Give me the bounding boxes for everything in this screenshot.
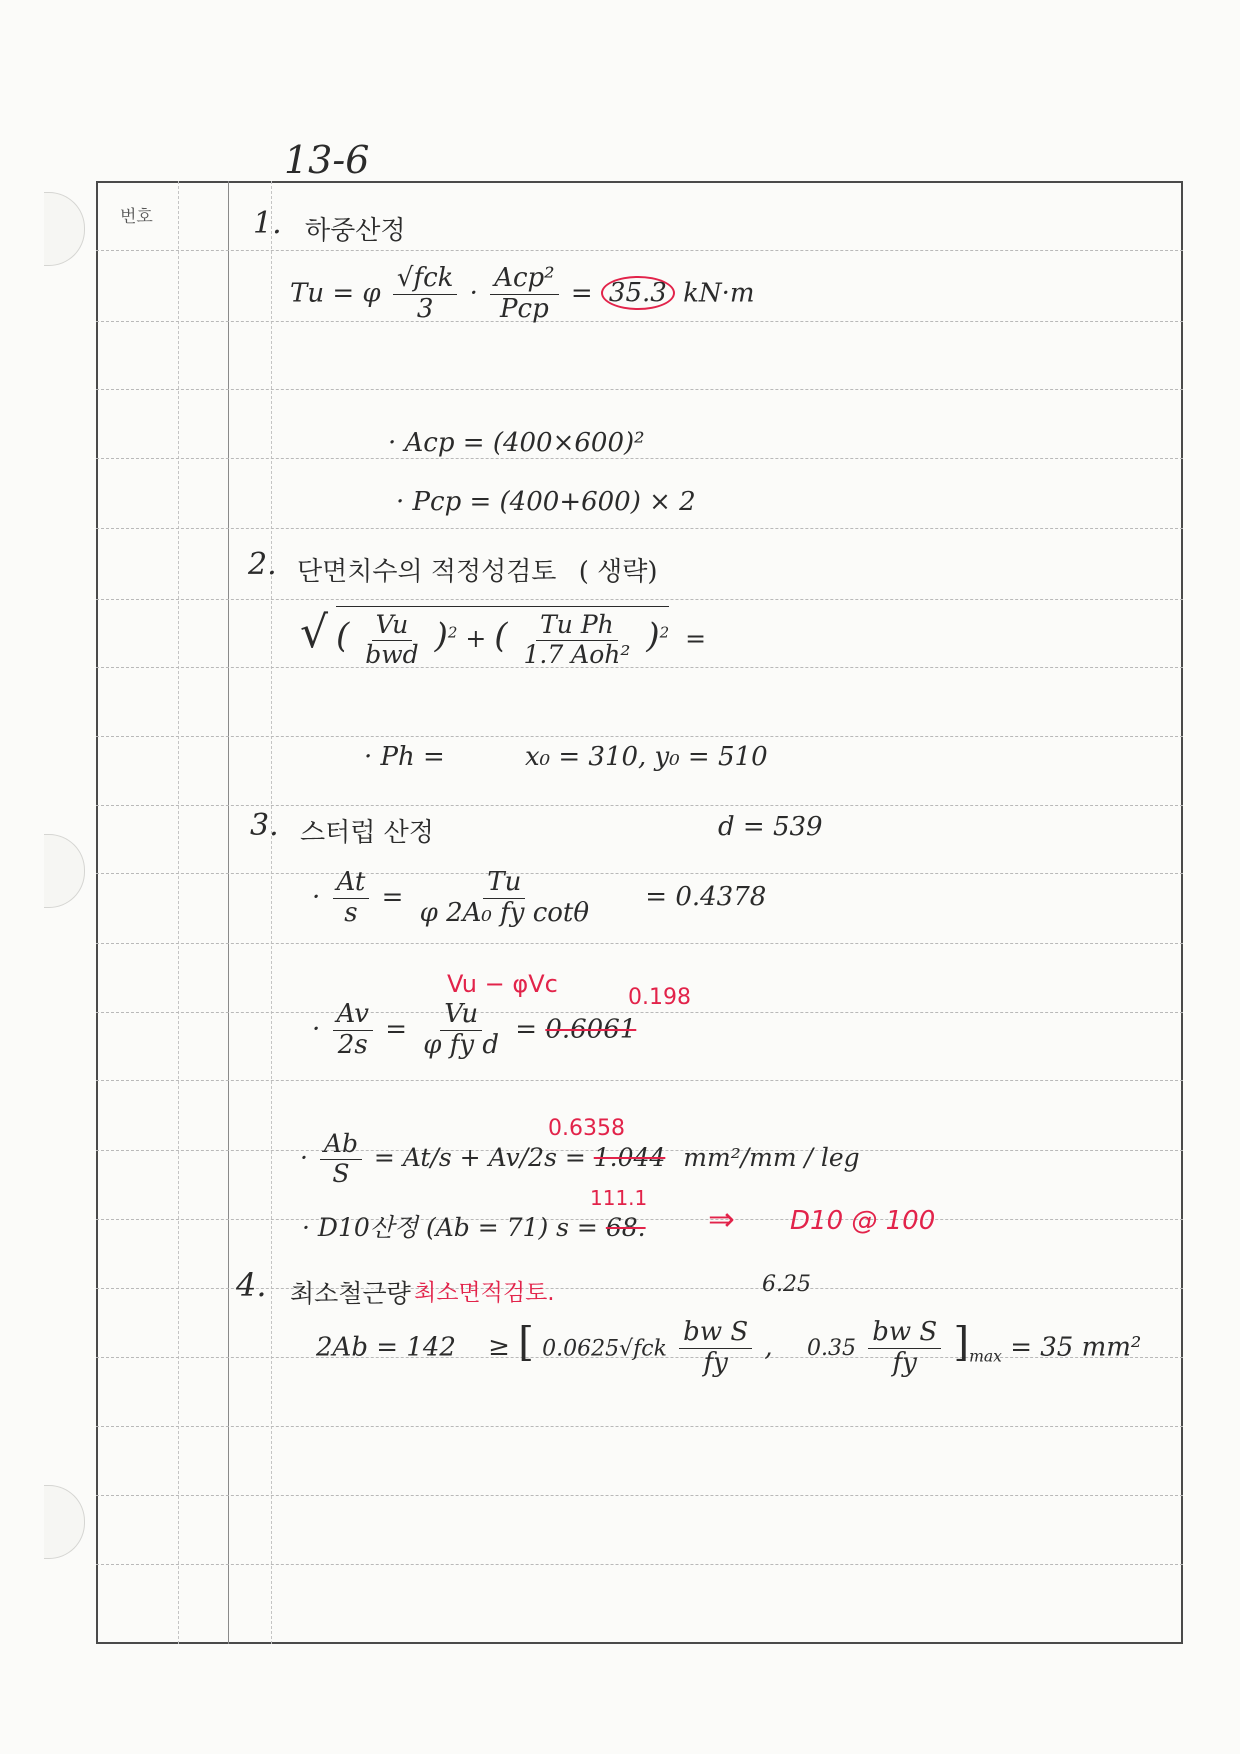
section-number: 4. [236,1266,267,1304]
fraction-ab-s [320,1130,362,1189]
rule [96,1012,1183,1013]
fraction-tu-a0 [416,868,593,929]
pcp-equation: · Pcp = (400+600) × 2 [396,487,696,517]
rule [96,1426,1183,1427]
numerator: Vu [372,611,413,641]
min-rebar-result: = 35 mm² [1010,1332,1142,1363]
rule [96,458,1183,459]
fraction-av-2s [333,1000,373,1061]
av-2s-equation: · $\frac{Av}{2s}$ = $\frac{Vu}{\text{φ fy d}}$ = 0.6061 [312,999,637,1060]
section-number: 1. [253,206,282,241]
term2-coefficient: 0.35 [806,1336,856,1362]
numerator: At [333,868,370,899]
struck-ab-value: 1.044 [593,1142,666,1172]
torsion-equation: Tu = φ $\frac{\text{√fck}}{3}$ · $\frac{\text{Acp²}}{\text{Pcp}}$ = 35.3 kN·m [290,263,755,324]
denominator: φ 2A₀ fy cotθ [419,897,590,928]
numerator: Tu Ph [536,611,618,641]
column-rule-2 [228,181,229,1644]
numerator: bw S [868,1318,941,1349]
rule [96,1495,1183,1496]
struck-av-value: 0.6061 [545,1014,637,1045]
column-rule-3 [271,181,272,1644]
numerator: Tu [483,868,525,899]
acp-equation: · Acp = (400×600)² [388,428,645,458]
red-arrow: ⇒ [708,1200,735,1238]
fraction-vu-bwd [361,611,422,670]
fraction-acp-pcp [490,264,558,325]
denominator: s [344,897,358,928]
fraction-vu-fyd [419,1000,503,1061]
rule [96,528,1183,529]
rule [96,736,1183,737]
effective-depth: d = 539 [718,812,823,842]
circled-tu-value: 35.3 [601,276,675,310]
heading-text: 단면치수의 적정성검토 [297,557,557,587]
red-corrected-spacing: 111.1 [590,1186,648,1210]
rule [96,250,1183,251]
tu-unit: kN·m [683,278,755,309]
at-result: = 0.4378 [645,882,767,913]
ph-label: · Ph = [364,742,445,772]
ab-middle-terms: = At/s + Av/2s = [373,1142,586,1172]
denominator: bwd [365,639,419,669]
max-label: max [969,1347,1002,1366]
term1-coefficient: 0.0625√fck [542,1336,667,1362]
column-rule-1 [178,181,179,1644]
numerator: Av [333,1000,373,1031]
section-heading: 최소철근량 [290,1279,411,1308]
red-corrected-ab: 0.6358 [548,1116,625,1141]
fraction-sqrt-fck [393,264,458,325]
greater-equal-sign: ≥ [488,1332,510,1363]
denominator: S [332,1158,350,1188]
section-heading: 스터럽 산정 [300,818,434,848]
tu-lhs: Tu = φ [290,278,381,309]
denominator: 1.7 Aoh² [523,639,631,669]
section-check-equation: √ ( $\frac{Vu}{\text{bwd}}$ )$^2$ + ( $\frac{\text{Tu Ph}}{\text{1.7 Aoh²}}$ )$^2$ = [300,606,707,669]
rule [96,805,1183,806]
x0-y0-values: x₀ = 310, y₀ = 510 [525,742,768,772]
section-number: 2. [248,547,277,582]
red-section-note: 최소면적검토. [414,1280,555,1306]
section-number: 3. [250,808,279,843]
denominator: 3 [416,293,434,324]
rule [96,1564,1183,1565]
min-rebar-equation: 2Ab = 142 ≥ [ 0.0625√fck $\frac{\text{bw S}}{fy}$ , 0.35 $\frac{\text{bw S}}{fy}$ ]$_{max} = 35$ mm² [316,1317,1142,1378]
denominator: Pcp [500,293,549,324]
ab-unit: mm²/mm / leg [683,1142,860,1172]
numerator: bw S [679,1318,752,1349]
min-rebar-lhs: 2Ab = 142 [316,1332,456,1363]
rule [96,389,1183,390]
equals-sign: = [381,882,404,913]
numerator: √fck [393,264,458,295]
binder-hole-2 [44,834,85,908]
heading-note: ( 생략) [578,557,658,587]
fraction-tuph-aoh [519,611,634,670]
ab-s-equation: · $\frac{Ab}{S}$ = At/s + Av/2s = 1.044 mm²/mm / leg [300,1129,860,1188]
red-corrected-av: 0.198 [628,985,691,1010]
numerator: Ab [320,1130,362,1160]
rule [96,1080,1183,1081]
page-title: 13-6 [284,138,370,182]
binder-hole-3 [44,1485,85,1559]
numerator: Acp² [490,264,558,295]
denominator: fy [703,1347,728,1378]
struck-spacing: 68. [605,1213,646,1242]
equals-sign: = [685,623,707,653]
numerator: Vu [440,1000,482,1031]
denominator: 2s [337,1029,368,1060]
fraction-bws-fy-1 [679,1318,752,1379]
at-s-equation: · $\frac{At}{s}$ = $\frac{Tu}{\text{φ 2A₀ fy cotθ}}$ = 0.4378 [312,867,767,928]
comma: , [764,1332,773,1363]
d10-spacing-line [302,1208,646,1244]
fraction-at-s [333,868,370,929]
equals-sign: = [570,278,593,309]
red-stirrup-result: D10 @ 100 [790,1206,936,1236]
rule [96,599,1183,600]
coefficient-note: 6.25 [762,1272,811,1297]
fraction-bws-fy-2 [868,1318,941,1379]
section-heading: 하중산정 [305,216,406,246]
binder-hole-1 [44,192,85,266]
d10-text: · D10산정 (Ab = 71) s = [302,1213,598,1242]
red-correction-vu-vc: Vu − φVc [447,970,558,998]
section-heading [297,551,658,588]
denominator: φ fy d [423,1029,499,1060]
denominator: fy [892,1347,917,1378]
header-label: 번호 [120,207,153,227]
plus-sign: + [465,623,487,653]
rule [96,943,1183,944]
